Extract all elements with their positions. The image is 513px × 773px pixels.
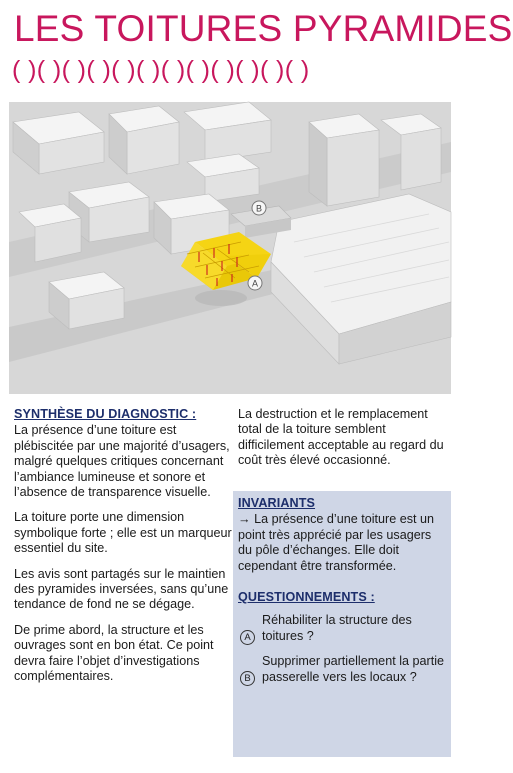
- diagnostic-paragraph: La présence d’une toiture est plébiscitée par une majorité d’usagers, malgré quelques critiques concernant l’ambiance lumineuse et sonore et l’absence de transparence visuelle.: [14, 423, 230, 500]
- marker-b-label: B: [255, 203, 263, 214]
- diagnostic-paragraph: De prime abord, la structure et les ouvrages sont en bon état. Ce point devra faire l’objet d’investigations complémentaires.: [14, 622, 214, 684]
- invariants-questions-box: [233, 491, 451, 757]
- diagnostic-heading: SYNTHÈSE DU DIAGNOSTIC :: [14, 407, 197, 421]
- right-intro-column: [238, 407, 448, 469]
- question-text: Supprimer partiellement la partie passerelle vers les locaux ?: [262, 654, 444, 684]
- question-item: [238, 654, 448, 685]
- badge-b-icon: B: [240, 671, 255, 686]
- marker-a-label: A: [251, 278, 259, 289]
- parenthesis-ornament: ( )( )( )( )( )( )( )( )( )( )( )( ): [12, 56, 310, 84]
- diagnostic-column: [14, 407, 232, 695]
- right-intro-paragraph: La destruction et le remplacement total de la toiture semblent difficilement acceptable au regard du coût très élevé occasionné.: [238, 407, 444, 468]
- invariants-text: → La présence d’une toiture est un point très apprécié par les usagers du pôle d’échanges. Elle doit cependant être transformée.: [238, 512, 435, 573]
- site-rendering: [9, 102, 451, 394]
- diagnostic-paragraph: Les avis sont partagés sur le maintien des pyramides inversées, sans qu’une tendance de fond ne se dégage.: [14, 566, 229, 612]
- question-text: Réhabiliter la structure des toitures ?: [262, 613, 412, 643]
- badge-a-icon: A: [240, 630, 255, 645]
- question-item: [238, 613, 448, 644]
- invariants-heading: INVARIANTS: [238, 496, 316, 510]
- questions-heading: QUESTIONNEMENTS :: [238, 590, 375, 605]
- diagnostic-paragraph: La toiture porte une dimension symbolique forte ; elle est un marqueur essentiel du site.: [14, 510, 232, 556]
- page-title: LES TOITURES PYRAMIDES: [14, 8, 513, 49]
